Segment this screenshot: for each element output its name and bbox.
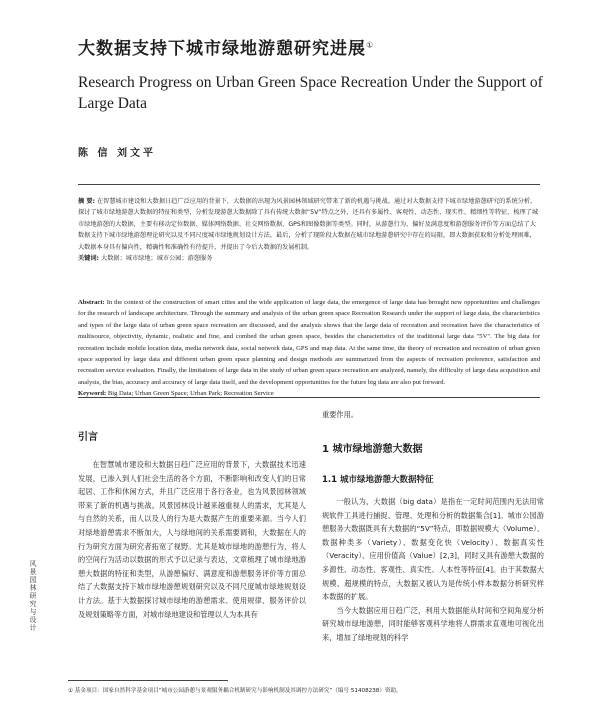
abstract-en bbox=[78, 297, 540, 400]
keywords-en: Big Data; Urban Green Space; Urban Park; Recreation Service bbox=[107, 390, 274, 398]
authors: 陈 信 刘文平 bbox=[78, 148, 156, 159]
intro-body bbox=[78, 458, 306, 621]
footnote: ① 基金项目：国家自然科学基金项目“城市公园游憩与景观服务耦合机制研究与影响机制及其调控方法研究”（编号 51408238）资助。 bbox=[68, 688, 402, 694]
abstract-en-label: Abstract: bbox=[78, 299, 105, 306]
side-journal-label: 风景园林研究与设计 bbox=[29, 560, 37, 632]
abstract-zh-label: 摘 要: bbox=[78, 198, 96, 205]
title-zh: 大数据支持下城市绿地游憩研究进展① bbox=[78, 39, 375, 59]
keywords-zh-label: 关键词: bbox=[78, 255, 100, 263]
divider-bottom bbox=[78, 397, 540, 398]
abstract-en-text: In the context of the construction of smart cities and the wide application of large data, the emergence of large data has brought new opportunities and challenges for the research of landscape architecture. Through the summary and analysis of the urban green space Recreation Research under the support of large data, the characteristics and types of the large data of urban green space recreation are discussed, and the analysis shows that the large data of recreation and recreation have the characteristics of multisource, objectivity, dynamic, realistic and fine, and combed the urban green space, besides the characteristics of the traditional large data "5V". The big data for recreation include mobile location data, media network data, social network data, GPS and map data. At the same time, the theory of recreation and recreation of urban green space supported by large data and different urban green space planning and design methods are summarized from the aspects of recreation preference, satisfaction and recreation service evaluation. Finally, the limitations of large data in the study of urban green space recreation are analyzed, namely, the difficulty of large data acquisition and analysis, the bias, accuracy and accuracy of large data itself, and the development opportunities for the future big data are also put forward. bbox=[78, 299, 541, 386]
section-1-heading: 1 城市绿地游憩大数据 bbox=[322, 444, 423, 455]
footnote-rule bbox=[68, 680, 228, 681]
right-fragment: 重要作用。 bbox=[322, 410, 358, 419]
divider-top bbox=[78, 184, 540, 185]
keywords-zh: 大数据；城市绿地；城市公园；游憩服务 bbox=[101, 255, 213, 263]
title-footnote-mark: ① bbox=[366, 40, 375, 50]
keywords-en-label: Keyword: bbox=[78, 390, 107, 398]
section-1-1-body bbox=[322, 495, 544, 645]
section-1-1-paragraph-1: 一般认为，大数据（big data）是指在一定时间范围内无法用常规软件工具进行捕捉、管理、处理和分析的数据集合[1]。城市公园游憩服务大数据既具有大数据的“5V”特点，即数据规模大（Volume）、数据种类多（Variety）、数据变化快（Velocity）、数据真实性（Veracity）、应用价值高（Value）[2,3]，同时又具有游憩大数据的多源性、动态性、客观性、真实性、人本性等特征[4]。由于其数据大规模、超规模的特点，大数据又被认为是传统小样本数据分析研究样本数据的扩展。 bbox=[322, 497, 544, 602]
abstract-zh-text: 在智慧城市建设和大数据日趋广泛应用的背景下，大数据的出现为风景园林领域研究带来了新的机遇与挑战。通过对大数据支持下城市绿地游憩研究的系统分析，探讨了城市绿地游憩大数据的特征和类型，分析发现游憩大数据除了具有传统大数据“5V”特点之外，还具有多属性、客观性、动态性、现实性、精细性等特征，梳理了城市绿地游憩的大数据，主要有移动定位数据、媒体网络数据、社交网络数据、GPS和图像数据等类型。同时，从游憩行为、偏好及满意度和游憩服务评价等方面总结了大数据支持下城市绿地游憩理论研究以及不同尺度城市绿地规划设计方法。最后，分析了现阶段大数据在城市绿地游憩研究中存在的局限，即大数据获取和分析处理困难，大数据本身具有偏向性，精确性和准确性有待提升，并提出了今后大数据的发展机制。 bbox=[78, 198, 539, 251]
abstract-zh bbox=[78, 196, 540, 264]
intro-heading: 引言 bbox=[78, 432, 98, 443]
intro-paragraph: 在智慧城市建设和大数据日趋广泛应用的背景下，大数据技术迅速发展，已渗入到人们社会生活的各个方面，不断影响和改变人们的日常起居、工作和休闲方式，并且广泛应用于各行各业，也为风景园林领域带来了新的机遇与挑战。风景园林设计越来越重视人的需求，尤其是人与自然的关系，而人以及人的行为是大数据产生的重要来源。当今人们对绿地游憩需求不断加大，人与绿地间的关系需要调和，大数据在人的行为研究方面为研究者拓宽了视野。尤其是城市绿地的游憩行为，将人的空间行为活动以数据的形式予以记录与表达，文章梳理了城市绿地游憩大数据的特征和类型，从游憩偏好、满意度和游憩服务评价等方面总结了大数据支持下城市绿地游憩规划研究以及不同尺度城市绿地规划设计方法。基于大数据探讨城市绿地的游憩需求、使用规律、服务评价以及规划策略等方面，对城市绿地建设和管理以人为本具有 bbox=[78, 460, 306, 619]
title-en: Research Progress on Urban Green Space Recreation Under the Support of Large Data bbox=[78, 74, 543, 112]
section-1-1-heading: 1.1 城市绿地游憩大数据特征 bbox=[322, 475, 434, 485]
section-1-1-paragraph-2: 当今大数据应用日趋广泛，利用大数据能从时间和空间角度分析研究城市绿地游憩，同时能够客观科学地将人群需求直观地可视化出来，增加了绿地规划的科学 bbox=[322, 605, 544, 642]
